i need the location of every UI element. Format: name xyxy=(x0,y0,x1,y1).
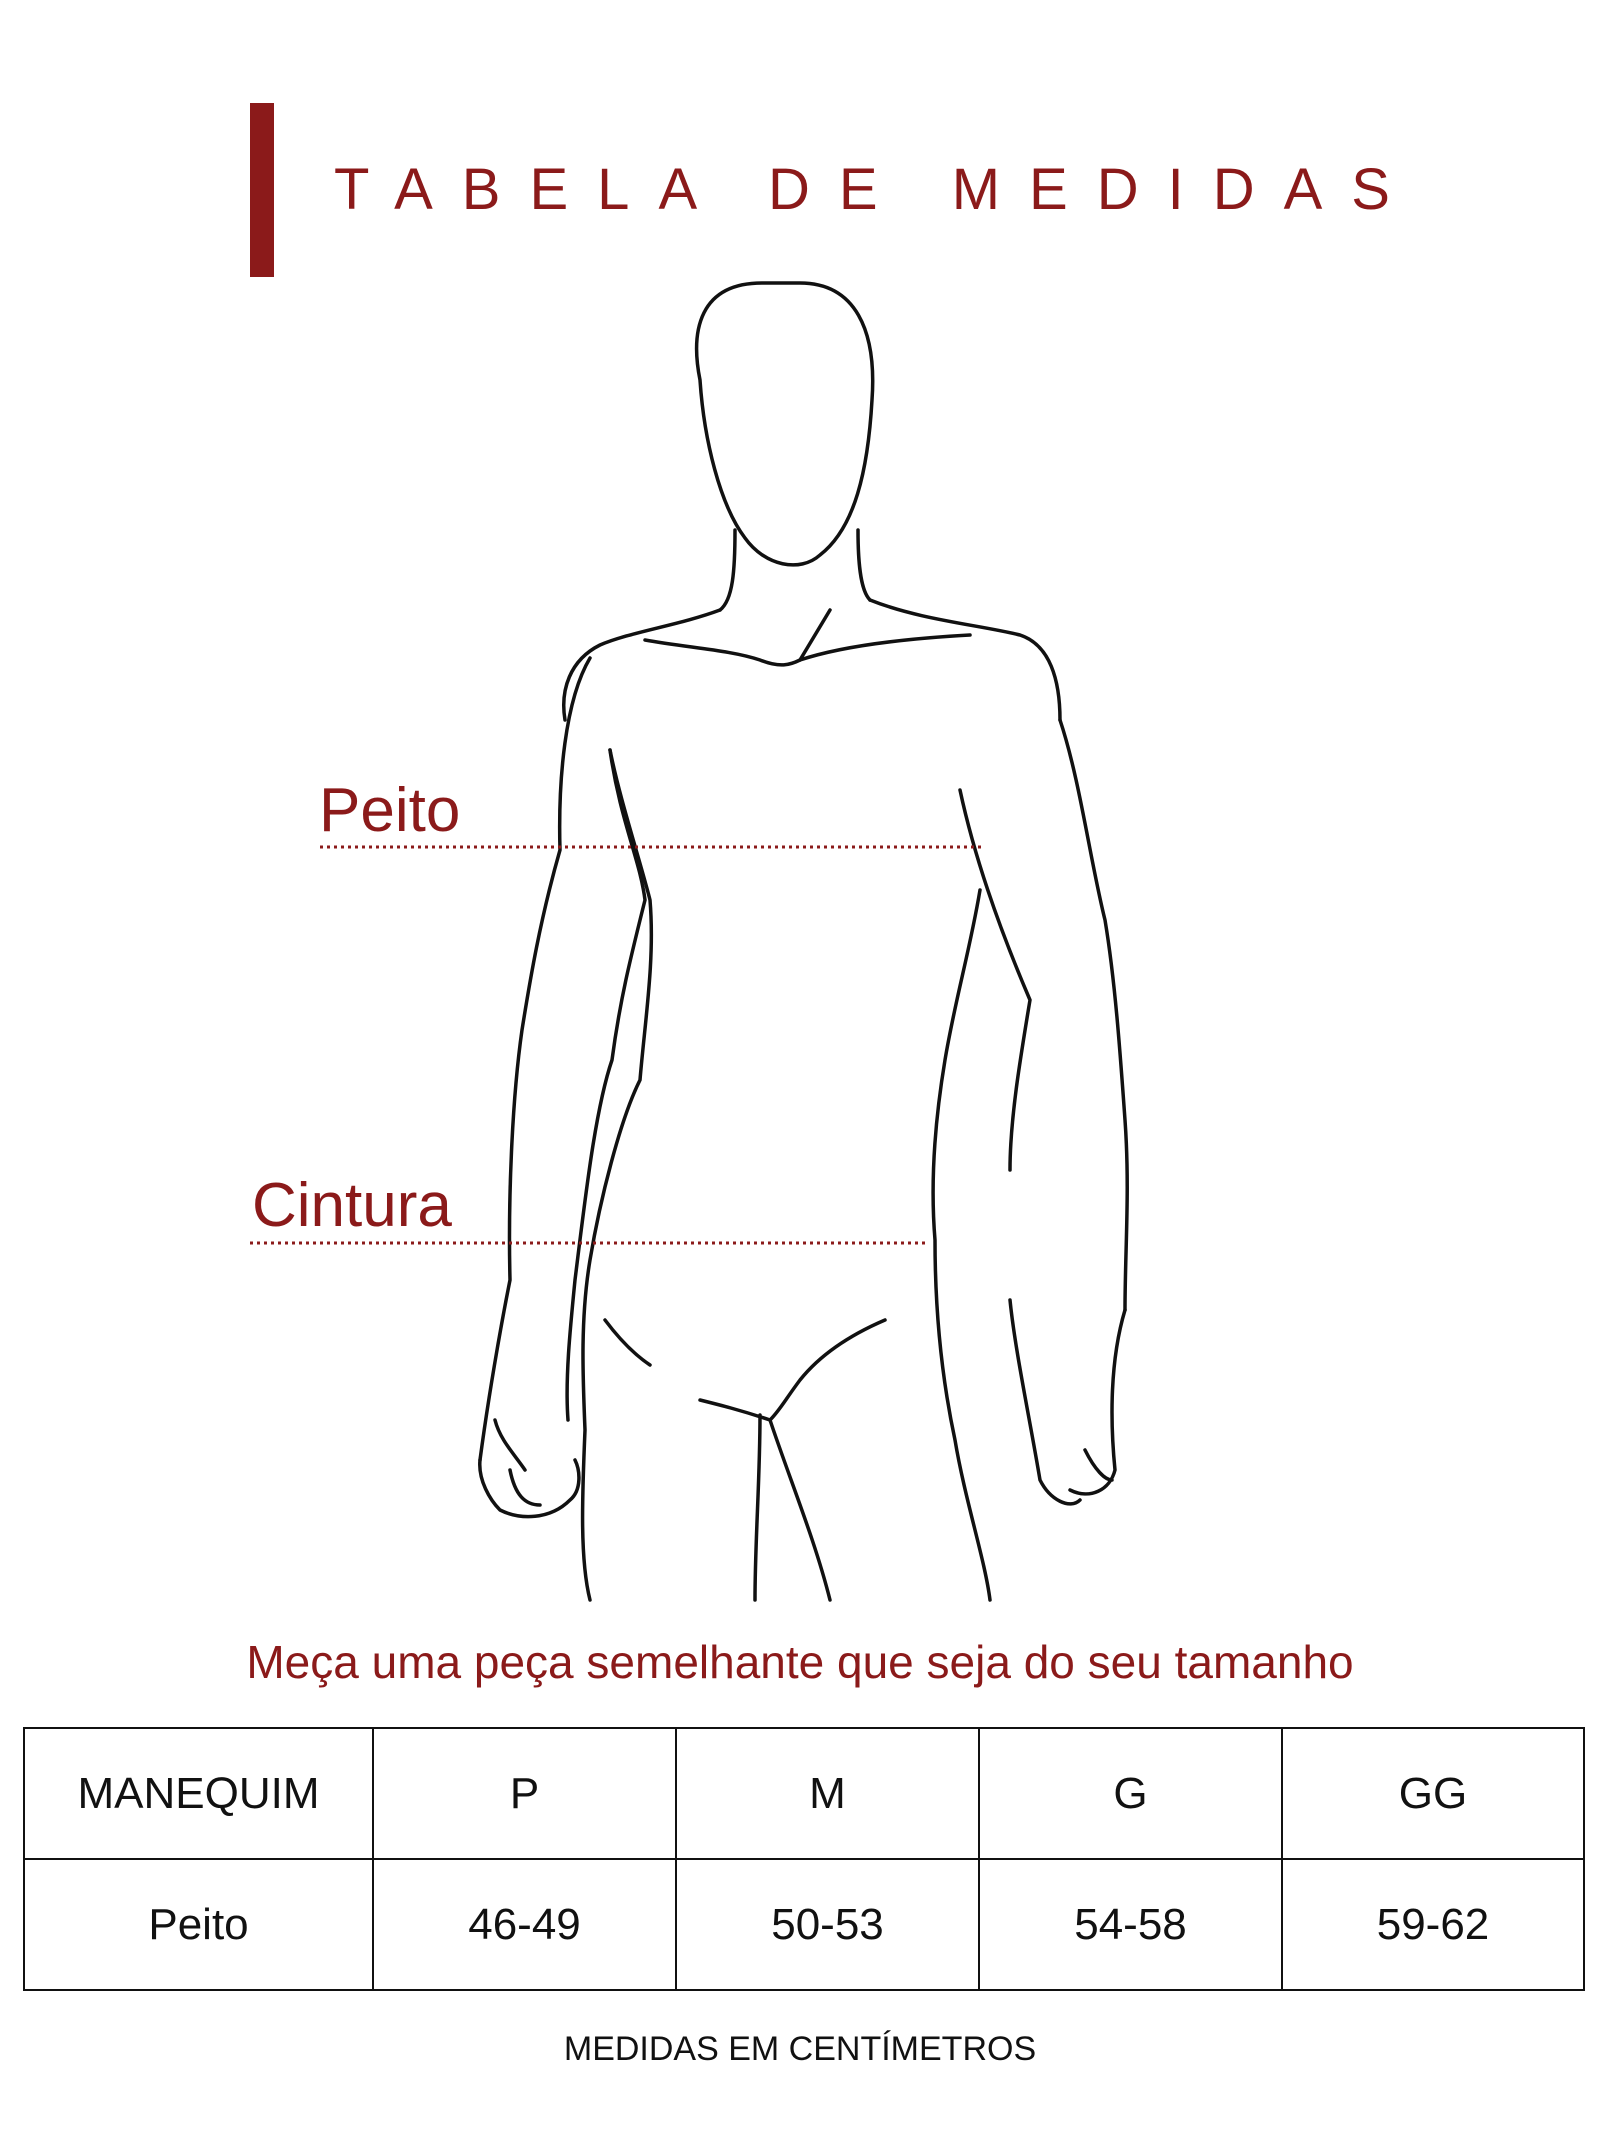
chest-value-g: 54-58 xyxy=(979,1859,1282,1990)
page-title: TABELA DE MEDIDAS xyxy=(334,157,1419,222)
measure-instruction: Meça uma peça semelhante que seja do seu tamanho xyxy=(246,1636,1354,1688)
header-cell-m: M xyxy=(676,1728,979,1859)
header-cell-p: P xyxy=(373,1728,676,1859)
waist-measure-label: Cintura xyxy=(252,1171,452,1240)
chest-value-p: 46-49 xyxy=(373,1859,676,1990)
row-label-chest: Peito xyxy=(24,1859,373,1990)
chest-value-m: 50-53 xyxy=(676,1859,979,1990)
header-cell-gg: GG xyxy=(1282,1728,1584,1859)
header-cell-mannequin: MANEQUIM xyxy=(24,1728,373,1859)
units-footnote: MEDIDAS EM CENTÍMETROS xyxy=(563,2030,1037,2068)
header-cell-g: G xyxy=(979,1728,1282,1859)
chest-measure-label: Peito xyxy=(319,776,461,845)
size-header-row xyxy=(24,1728,1584,1859)
chest-value-gg: 59-62 xyxy=(1282,1859,1584,1990)
chest-row xyxy=(24,1859,1584,1990)
size-table xyxy=(23,1727,1585,1991)
